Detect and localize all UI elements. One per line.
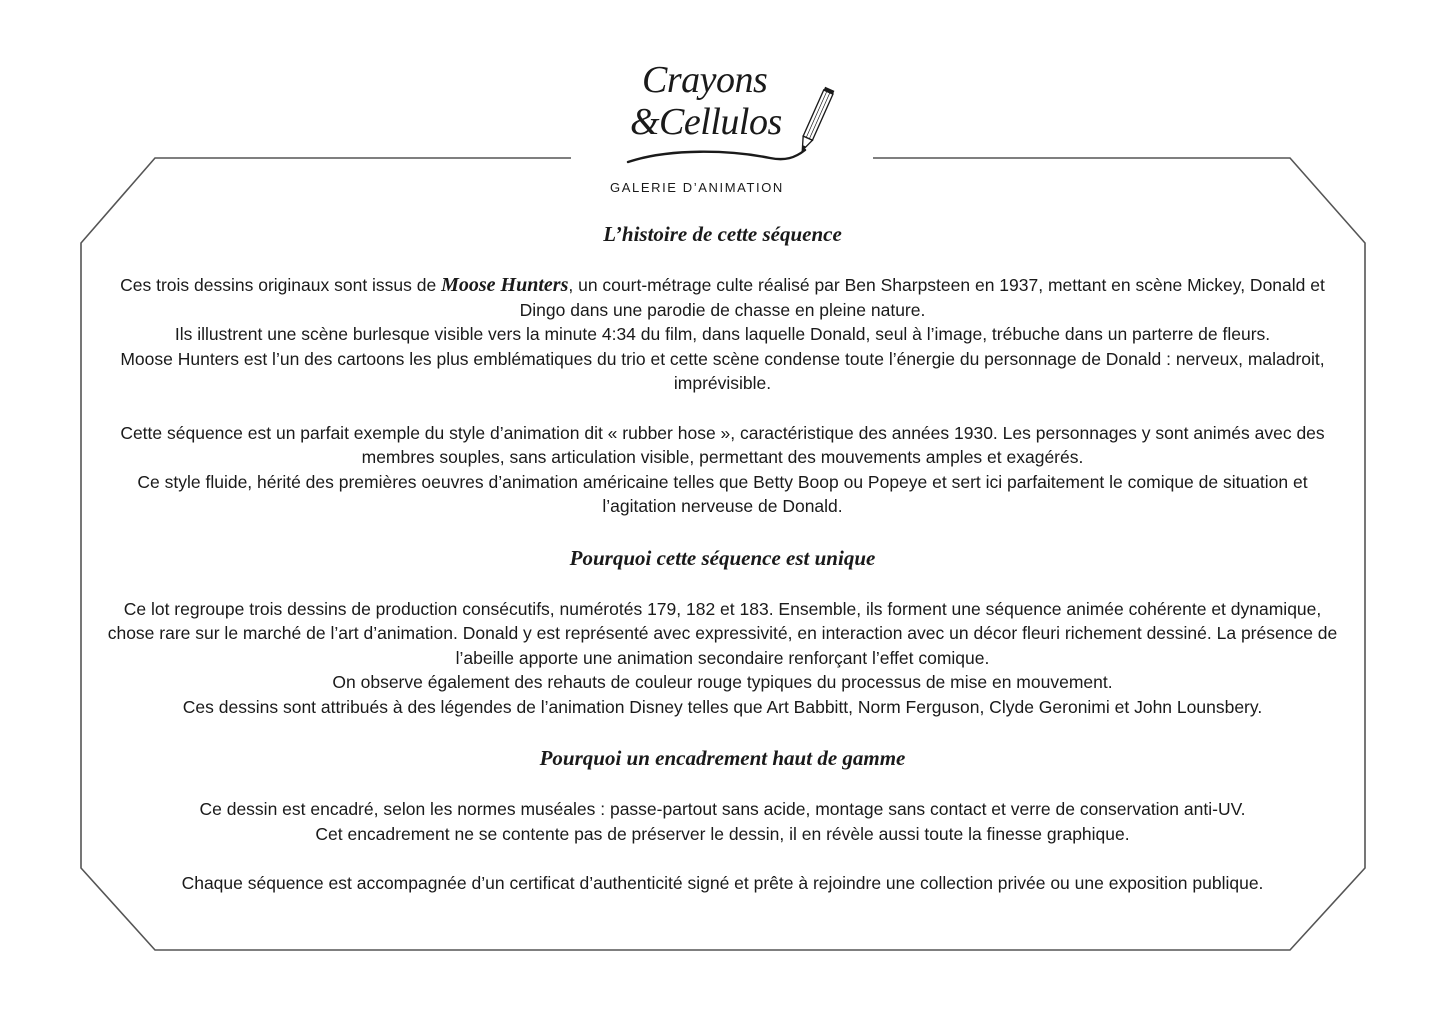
film-title: Moose Hunters <box>441 274 569 296</box>
brand-subtitle: GALERIE D’ANIMATION <box>610 180 784 195</box>
paragraph: Chaque séquence est accompagnée d’un certificat d’authenticité signé et prête à rejoindre une collection privée ou une exposition publique. <box>181 873 1264 893</box>
paragraph: Ils illustrent une scène burlesque visible vers la minute 4:34 du film, dans laquelle Donald, seul à l’image, trébuche dans un parterre de fleurs. <box>174 324 1271 344</box>
paragraph-text: Ces trois dessins originaux sont issus de <box>120 275 442 295</box>
main-content <box>100 220 1345 896</box>
paragraph: Moose Hunters est l’un des cartoons les plus emblématiques du trio et cette scène condense toute l’énergie du personnage de Donald : nerveux, maladroit, imprévisible. <box>120 348 1325 393</box>
paragraph: Ce style fluide, hérité des premières oeuvres d’animation américaine telles que Betty Boop ou Popeye et sert ici parfaitement le comique de situation et l’agitation nerveuse de Donald. <box>137 471 1308 516</box>
brand-name-line2: &Cellulos <box>630 101 782 143</box>
paragraph: Ces dessins sont attribués à des légendes de l’animation Disney telles que Art Babbitt, Norm Ferguson, Clyde Geronimi et John Lounsbery. <box>182 696 1263 717</box>
paragraph: Ce lot regroupe trois dessins de production consécutifs, numérotés 179, 182 et 183. Ensemble, ils forment une séquence animée cohérente et dynamique, chose rare sur le marché de l’art d’animation. Donald y est représenté avec expressivité, en interaction avec un décor fleuri richement dessiné. La présence de l’abeille apporte une animation secondaire renforçant l’effet comique. <box>107 598 1338 668</box>
section-heading-encadrement: Pourquoi un encadrement haut de gamme <box>539 746 906 770</box>
brand-name-line1: Crayons <box>642 59 768 101</box>
paragraph: On observe également des rehauts de couleur rouge typiques du processus de mise en mouvement. <box>332 672 1113 692</box>
paragraph-text: , un court-métrage culte réalisé par Ben Sharpsteen en 1937, mettant en scène Mickey, Donald et Dingo dans une parodie de chasse en pleine nature. <box>519 275 1325 320</box>
paragraph <box>100 273 1345 322</box>
paragraph: Ce dessin est encadré, selon les normes muséales : passe-partout sans acide, montage sans contact et verre de conservation anti-UV. <box>199 799 1246 819</box>
section-heading-histoire: L’histoire de cette séquence <box>603 222 842 246</box>
pencil-icon <box>795 84 835 160</box>
paragraph: Cette séquence est un parfait exemple du style d’animation dit « rubber hose », caractéristique des années 1930. Les personnages y sont animés avec des membres souples, sans articulation visible, permettant des mouvements amples et exagérés. <box>120 422 1325 467</box>
brand-logo <box>600 58 850 208</box>
section-heading-unique: Pourquoi cette séquence est unique <box>569 545 876 570</box>
paragraph: Cet encadrement ne se contente pas de préserver le dessin, il en révèle aussi toute la finesse graphique. <box>315 823 1130 844</box>
